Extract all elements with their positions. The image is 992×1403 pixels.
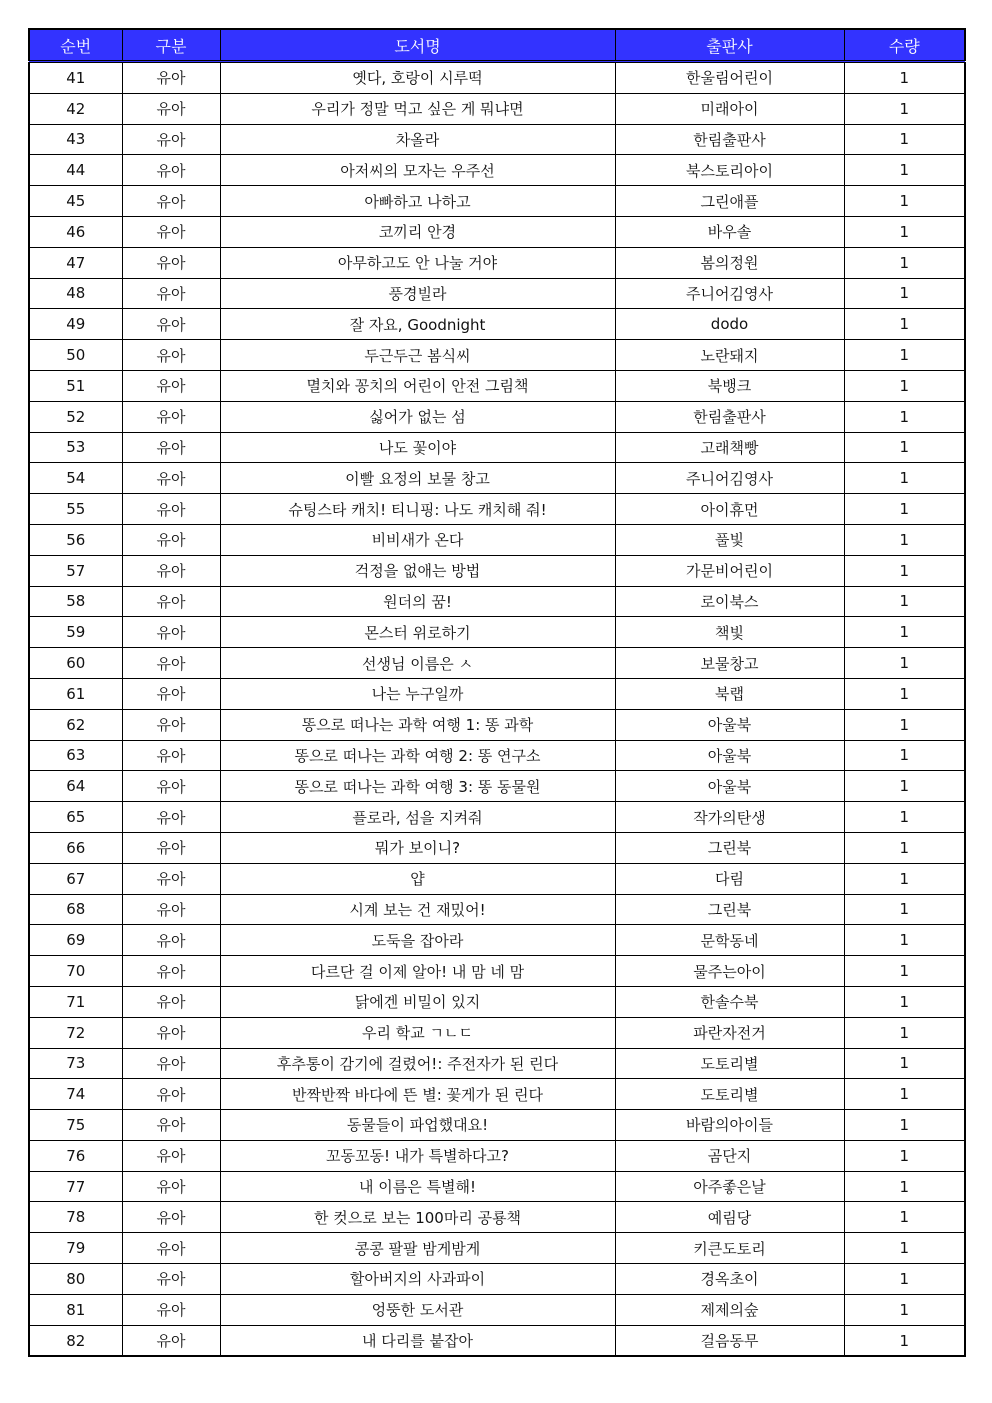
cell-publisher: 아울북 xyxy=(615,771,844,802)
cell-quantity: 1 xyxy=(844,709,965,740)
cell-title: 내 이름은 특별해! xyxy=(220,1171,615,1202)
cell-category: 유아 xyxy=(122,555,220,586)
cell-publisher: 키큰도토리 xyxy=(615,1233,844,1264)
cell-title: 슈팅스타 캐치! 티니핑: 나도 캐치해 줘! xyxy=(220,494,615,525)
table-row xyxy=(29,62,965,94)
cell-quantity: 1 xyxy=(844,401,965,432)
cell-publisher: 도토리별 xyxy=(615,1079,844,1110)
table-row xyxy=(29,93,965,124)
cell-publisher: 걸음동무 xyxy=(615,1325,844,1356)
cell-quantity: 1 xyxy=(844,1110,965,1141)
cell-quantity: 1 xyxy=(844,1202,965,1233)
cell-title: 동물들이 파업했대요! xyxy=(220,1110,615,1141)
cell-quantity: 1 xyxy=(844,340,965,371)
cell-number: 78 xyxy=(29,1202,122,1233)
cell-publisher: 노란돼지 xyxy=(615,340,844,371)
book-list-sheet xyxy=(28,28,964,1357)
cell-category: 유아 xyxy=(122,1202,220,1233)
cell-quantity: 1 xyxy=(844,1171,965,1202)
cell-publisher: 한림출판사 xyxy=(615,124,844,155)
cell-title: 할아버지의 사과파이 xyxy=(220,1264,615,1295)
cell-quantity: 1 xyxy=(844,186,965,217)
cell-category: 유아 xyxy=(122,1017,220,1048)
cell-quantity: 1 xyxy=(844,894,965,925)
cell-title: 옛다, 호랑이 시루떡 xyxy=(220,62,615,94)
cell-publisher: 파란자전거 xyxy=(615,1017,844,1048)
header-publisher: 출판사 xyxy=(615,29,844,62)
cell-category: 유아 xyxy=(122,709,220,740)
cell-publisher: 주니어김영사 xyxy=(615,463,844,494)
cell-number: 59 xyxy=(29,617,122,648)
cell-publisher: 경옥초이 xyxy=(615,1264,844,1295)
cell-number: 47 xyxy=(29,247,122,278)
cell-category: 유아 xyxy=(122,832,220,863)
cell-publisher: 아울북 xyxy=(615,709,844,740)
cell-category: 유아 xyxy=(122,524,220,555)
cell-number: 80 xyxy=(29,1264,122,1295)
cell-category: 유아 xyxy=(122,1294,220,1325)
cell-publisher: 한울림어린이 xyxy=(615,62,844,94)
cell-publisher: 아이휴먼 xyxy=(615,494,844,525)
cell-category: 유아 xyxy=(122,432,220,463)
table-row xyxy=(29,648,965,679)
cell-quantity: 1 xyxy=(844,278,965,309)
cell-title: 싫어가 없는 섬 xyxy=(220,401,615,432)
cell-title: 선생님 이름은 ㅅ xyxy=(220,648,615,679)
cell-category: 유아 xyxy=(122,463,220,494)
cell-category: 유아 xyxy=(122,1264,220,1295)
cell-number: 43 xyxy=(29,124,122,155)
cell-quantity: 1 xyxy=(844,986,965,1017)
cell-number: 64 xyxy=(29,771,122,802)
cell-title: 똥으로 떠나는 과학 여행 3: 똥 동물원 xyxy=(220,771,615,802)
cell-title: 차올라 xyxy=(220,124,615,155)
cell-title: 코끼리 안경 xyxy=(220,216,615,247)
cell-number: 81 xyxy=(29,1294,122,1325)
cell-publisher: 북랩 xyxy=(615,678,844,709)
cell-quantity: 1 xyxy=(844,1017,965,1048)
cell-category: 유아 xyxy=(122,370,220,401)
cell-number: 73 xyxy=(29,1048,122,1079)
cell-quantity: 1 xyxy=(844,1048,965,1079)
cell-publisher: 보물창고 xyxy=(615,648,844,679)
cell-publisher: 고래책빵 xyxy=(615,432,844,463)
cell-publisher: 그린애플 xyxy=(615,186,844,217)
table-row xyxy=(29,986,965,1017)
header-category: 구분 xyxy=(122,29,220,62)
table-row xyxy=(29,925,965,956)
table-row xyxy=(29,1325,965,1356)
header-number: 순번 xyxy=(29,29,122,62)
table-row xyxy=(29,678,965,709)
table-row xyxy=(29,1017,965,1048)
cell-publisher: 주니어김영사 xyxy=(615,278,844,309)
cell-number: 44 xyxy=(29,155,122,186)
table-row xyxy=(29,555,965,586)
cell-publisher: 한솔수북 xyxy=(615,986,844,1017)
cell-quantity: 1 xyxy=(844,494,965,525)
cell-title: 원더의 꿈! xyxy=(220,586,615,617)
cell-title: 뭐가 보이니? xyxy=(220,832,615,863)
table-row xyxy=(29,155,965,186)
cell-title: 엉뚱한 도서관 xyxy=(220,1294,615,1325)
table-row xyxy=(29,1171,965,1202)
cell-title: 아빠하고 나하고 xyxy=(220,186,615,217)
cell-number: 70 xyxy=(29,956,122,987)
header-quantity: 수량 xyxy=(844,29,965,62)
cell-number: 72 xyxy=(29,1017,122,1048)
cell-category: 유아 xyxy=(122,340,220,371)
cell-number: 79 xyxy=(29,1233,122,1264)
cell-category: 유아 xyxy=(122,186,220,217)
cell-number: 51 xyxy=(29,370,122,401)
cell-quantity: 1 xyxy=(844,62,965,94)
cell-category: 유아 xyxy=(122,1110,220,1141)
cell-quantity: 1 xyxy=(844,802,965,833)
cell-number: 41 xyxy=(29,62,122,94)
table-row xyxy=(29,278,965,309)
cell-quantity: 1 xyxy=(844,93,965,124)
cell-publisher: 도토리별 xyxy=(615,1048,844,1079)
cell-title: 나는 누구일까 xyxy=(220,678,615,709)
cell-title: 멸치와 꽁치의 어린이 안전 그림책 xyxy=(220,370,615,401)
cell-category: 유아 xyxy=(122,401,220,432)
cell-number: 71 xyxy=(29,986,122,1017)
cell-number: 65 xyxy=(29,802,122,833)
cell-publisher: 로이북스 xyxy=(615,586,844,617)
cell-number: 74 xyxy=(29,1079,122,1110)
cell-publisher: 바우솔 xyxy=(615,216,844,247)
cell-publisher: 미래아이 xyxy=(615,93,844,124)
cell-category: 유아 xyxy=(122,894,220,925)
cell-title: 똥으로 떠나는 과학 여행 1: 똥 과학 xyxy=(220,709,615,740)
table-row xyxy=(29,1294,965,1325)
cell-title: 내 다리를 붙잡아 xyxy=(220,1325,615,1356)
cell-quantity: 1 xyxy=(844,771,965,802)
cell-category: 유아 xyxy=(122,956,220,987)
cell-publisher: dodo xyxy=(615,309,844,340)
cell-title: 아저씨의 모자는 우주선 xyxy=(220,155,615,186)
cell-number: 62 xyxy=(29,709,122,740)
cell-publisher: 제제의숲 xyxy=(615,1294,844,1325)
cell-quantity: 1 xyxy=(844,1140,965,1171)
cell-number: 48 xyxy=(29,278,122,309)
cell-category: 유아 xyxy=(122,247,220,278)
cell-number: 60 xyxy=(29,648,122,679)
table-row xyxy=(29,1048,965,1079)
cell-category: 유아 xyxy=(122,1048,220,1079)
cell-title: 두근두근 봄식씨 xyxy=(220,340,615,371)
cell-quantity: 1 xyxy=(844,648,965,679)
cell-category: 유아 xyxy=(122,1140,220,1171)
table-row xyxy=(29,802,965,833)
cell-number: 68 xyxy=(29,894,122,925)
cell-publisher: 아주좋은날 xyxy=(615,1171,844,1202)
cell-number: 63 xyxy=(29,740,122,771)
cell-number: 42 xyxy=(29,93,122,124)
cell-title: 나도 꽃이야 xyxy=(220,432,615,463)
cell-number: 52 xyxy=(29,401,122,432)
cell-quantity: 1 xyxy=(844,1079,965,1110)
table-row xyxy=(29,771,965,802)
cell-number: 54 xyxy=(29,463,122,494)
cell-category: 유아 xyxy=(122,93,220,124)
table-row xyxy=(29,832,965,863)
cell-category: 유아 xyxy=(122,494,220,525)
cell-title: 반짝반짝 바다에 뜬 별: 꽃게가 된 린다 xyxy=(220,1079,615,1110)
cell-publisher: 봄의정원 xyxy=(615,247,844,278)
table-row xyxy=(29,1264,965,1295)
cell-number: 67 xyxy=(29,863,122,894)
cell-publisher: 한림출판사 xyxy=(615,401,844,432)
cell-title: 비비새가 온다 xyxy=(220,524,615,555)
table-row xyxy=(29,1202,965,1233)
cell-title: 풍경빌라 xyxy=(220,278,615,309)
cell-number: 76 xyxy=(29,1140,122,1171)
cell-title: 다르단 걸 이제 알아! 내 맘 네 맘 xyxy=(220,956,615,987)
cell-publisher: 북뱅크 xyxy=(615,370,844,401)
cell-quantity: 1 xyxy=(844,678,965,709)
cell-category: 유아 xyxy=(122,124,220,155)
cell-title: 콩콩 팔팔 밤게밤게 xyxy=(220,1233,615,1264)
table-row xyxy=(29,524,965,555)
cell-number: 57 xyxy=(29,555,122,586)
cell-title: 우리가 정말 먹고 싶은 게 뭐냐면 xyxy=(220,93,615,124)
cell-category: 유아 xyxy=(122,617,220,648)
table-row xyxy=(29,124,965,155)
cell-publisher: 가문비어린이 xyxy=(615,555,844,586)
cell-quantity: 1 xyxy=(844,463,965,494)
cell-quantity: 1 xyxy=(844,1294,965,1325)
cell-quantity: 1 xyxy=(844,370,965,401)
cell-publisher: 그린북 xyxy=(615,894,844,925)
cell-quantity: 1 xyxy=(844,155,965,186)
cell-quantity: 1 xyxy=(844,309,965,340)
cell-title: 닭에겐 비밀이 있지 xyxy=(220,986,615,1017)
table-body xyxy=(29,62,965,1357)
cell-category: 유아 xyxy=(122,1325,220,1356)
cell-number: 75 xyxy=(29,1110,122,1141)
cell-category: 유아 xyxy=(122,62,220,94)
cell-publisher: 그린북 xyxy=(615,832,844,863)
table-row xyxy=(29,216,965,247)
cell-number: 50 xyxy=(29,340,122,371)
cell-category: 유아 xyxy=(122,1171,220,1202)
cell-category: 유아 xyxy=(122,863,220,894)
cell-title: 이빨 요정의 보물 창고 xyxy=(220,463,615,494)
cell-title: 플로라, 섬을 지켜줘 xyxy=(220,802,615,833)
table-row xyxy=(29,186,965,217)
cell-title: 꼬동꼬동! 내가 특별하다고? xyxy=(220,1140,615,1171)
table-row xyxy=(29,1110,965,1141)
cell-publisher: 풀빛 xyxy=(615,524,844,555)
table-row xyxy=(29,894,965,925)
cell-number: 69 xyxy=(29,925,122,956)
cell-quantity: 1 xyxy=(844,216,965,247)
cell-publisher: 예림당 xyxy=(615,1202,844,1233)
cell-number: 56 xyxy=(29,524,122,555)
cell-publisher: 북스토리아이 xyxy=(615,155,844,186)
table-row xyxy=(29,1140,965,1171)
cell-category: 유아 xyxy=(122,309,220,340)
table-row xyxy=(29,370,965,401)
cell-category: 유아 xyxy=(122,278,220,309)
cell-quantity: 1 xyxy=(844,832,965,863)
table-row xyxy=(29,956,965,987)
cell-number: 55 xyxy=(29,494,122,525)
table-row xyxy=(29,586,965,617)
table-row xyxy=(29,247,965,278)
cell-category: 유아 xyxy=(122,1233,220,1264)
cell-quantity: 1 xyxy=(844,1325,965,1356)
cell-publisher: 곰단지 xyxy=(615,1140,844,1171)
cell-quantity: 1 xyxy=(844,617,965,648)
cell-title: 후추통이 감기에 걸렸어!: 주전자가 된 린다 xyxy=(220,1048,615,1079)
cell-category: 유아 xyxy=(122,678,220,709)
table-row xyxy=(29,309,965,340)
cell-category: 유아 xyxy=(122,648,220,679)
cell-quantity: 1 xyxy=(844,925,965,956)
cell-quantity: 1 xyxy=(844,524,965,555)
cell-quantity: 1 xyxy=(844,1264,965,1295)
cell-quantity: 1 xyxy=(844,247,965,278)
cell-title: 한 컷으로 보는 100마리 공룡책 xyxy=(220,1202,615,1233)
cell-title: 똥으로 떠나는 과학 여행 2: 똥 연구소 xyxy=(220,740,615,771)
book-list-table xyxy=(28,28,966,1357)
table-row xyxy=(29,494,965,525)
table-row xyxy=(29,463,965,494)
cell-number: 46 xyxy=(29,216,122,247)
cell-category: 유아 xyxy=(122,155,220,186)
table-row xyxy=(29,863,965,894)
cell-publisher: 다림 xyxy=(615,863,844,894)
table-row xyxy=(29,340,965,371)
cell-number: 61 xyxy=(29,678,122,709)
table-row xyxy=(29,1233,965,1264)
cell-category: 유아 xyxy=(122,740,220,771)
cell-category: 유아 xyxy=(122,802,220,833)
cell-title: 몬스터 위로하기 xyxy=(220,617,615,648)
cell-quantity: 1 xyxy=(844,124,965,155)
table-row xyxy=(29,432,965,463)
cell-number: 49 xyxy=(29,309,122,340)
cell-quantity: 1 xyxy=(844,586,965,617)
table-header-row xyxy=(29,29,965,62)
cell-quantity: 1 xyxy=(844,740,965,771)
cell-publisher: 문학동네 xyxy=(615,925,844,956)
cell-title: 얍 xyxy=(220,863,615,894)
cell-number: 82 xyxy=(29,1325,122,1356)
cell-category: 유아 xyxy=(122,771,220,802)
cell-number: 53 xyxy=(29,432,122,463)
cell-number: 58 xyxy=(29,586,122,617)
cell-title: 잘 자요, Goodnight xyxy=(220,309,615,340)
cell-category: 유아 xyxy=(122,925,220,956)
cell-quantity: 1 xyxy=(844,555,965,586)
table-row xyxy=(29,740,965,771)
cell-title: 걱정을 없애는 방법 xyxy=(220,555,615,586)
cell-category: 유아 xyxy=(122,1079,220,1110)
cell-quantity: 1 xyxy=(844,956,965,987)
table-row xyxy=(29,401,965,432)
cell-number: 45 xyxy=(29,186,122,217)
header-title: 도서명 xyxy=(220,29,615,62)
cell-publisher: 책빛 xyxy=(615,617,844,648)
cell-publisher: 작가의탄생 xyxy=(615,802,844,833)
cell-publisher: 아울북 xyxy=(615,740,844,771)
cell-quantity: 1 xyxy=(844,432,965,463)
cell-number: 66 xyxy=(29,832,122,863)
cell-category: 유아 xyxy=(122,986,220,1017)
cell-title: 아무하고도 안 나눌 거야 xyxy=(220,247,615,278)
cell-title: 도둑을 잡아라 xyxy=(220,925,615,956)
table-row xyxy=(29,617,965,648)
cell-title: 시계 보는 건 재밌어! xyxy=(220,894,615,925)
cell-title: 우리 학교 ㄱㄴㄷ xyxy=(220,1017,615,1048)
table-row xyxy=(29,709,965,740)
table-row xyxy=(29,1079,965,1110)
cell-number: 77 xyxy=(29,1171,122,1202)
cell-publisher: 물주는아이 xyxy=(615,956,844,987)
cell-publisher: 바람의아이들 xyxy=(615,1110,844,1141)
cell-category: 유아 xyxy=(122,586,220,617)
cell-category: 유아 xyxy=(122,216,220,247)
cell-quantity: 1 xyxy=(844,863,965,894)
cell-quantity: 1 xyxy=(844,1233,965,1264)
